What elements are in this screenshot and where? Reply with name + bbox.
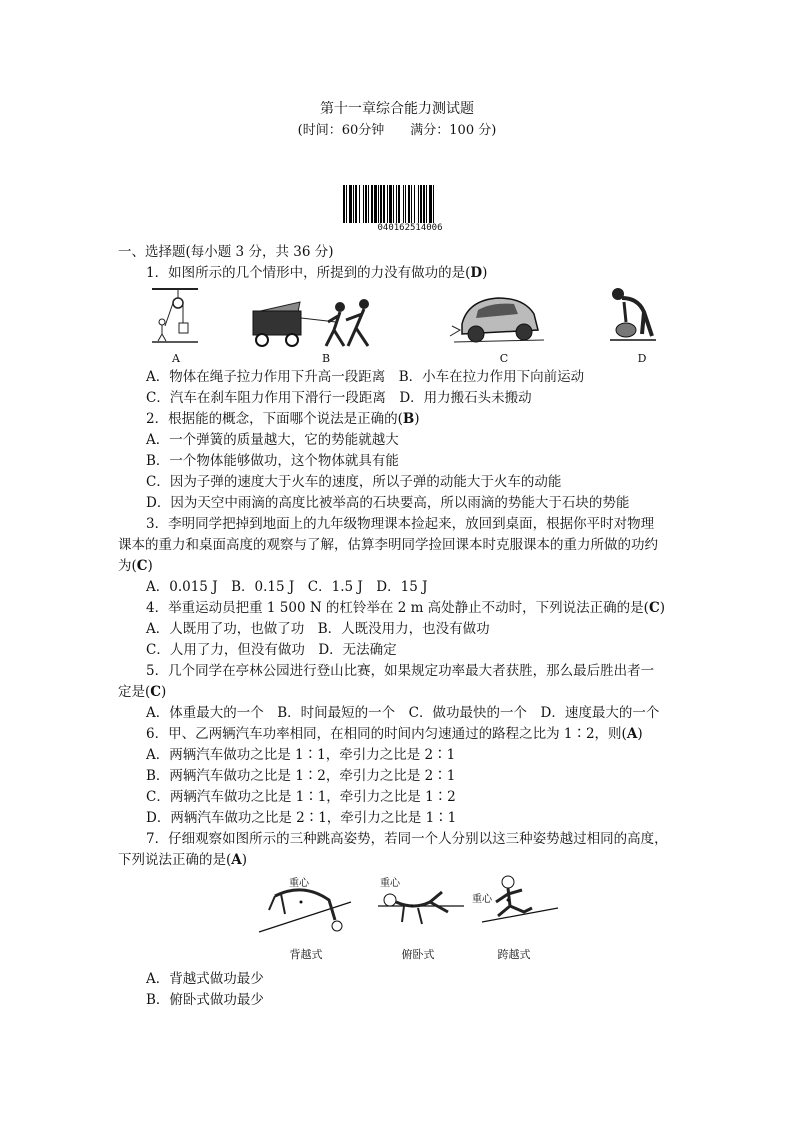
question-2-answer: B — [402, 411, 415, 427]
question-3-answer: C — [136, 558, 148, 574]
question-6-stem: 6．甲、乙两辆汽车功率相同，在相同的时间内匀速通过的路程之比为 1∶2，则(A) — [146, 726, 643, 742]
question-3-options: A．0.015 J B．0.15 J C．1.5 J D．15 J — [146, 579, 428, 595]
question-4-options-ab: A．人既用了功，也做了功 B．人既没用力，也没有做功 — [146, 621, 490, 637]
figure-label-d: D — [637, 352, 647, 365]
question-3-line-1: 3．李明同学把掉到地面上的九年级物理课本捡起来，放回到桌面，根据你平时对物理 — [146, 516, 655, 532]
question-1-answer: D — [470, 265, 483, 281]
question-2-stem: 2．根据能的概念，下面哪个说法是正确的(B) — [146, 411, 420, 427]
question-3-line-3: 为(C) — [118, 558, 153, 574]
question-4-answer: C — [648, 600, 660, 616]
figure-roll-jump — [368, 876, 468, 940]
question-6-option-a: A．两辆汽车做功之比是 1∶1，牵引力之比是 2∶1 — [146, 747, 456, 763]
question-3-line-2: 课本的重力和桌面高度的观察与了解，估算李明同学捡回课本时克服课本的重力所做的功约 — [118, 537, 658, 553]
exam-info: (时间：60分钟 满分：100 分) — [297, 123, 497, 138]
question-5-options: A．体重最大的一个 B．时间最短的一个 C．做功最快的一个 D．速度最大的一个 — [146, 705, 660, 721]
question-7-option-a: A．背越式做功最少 — [146, 971, 264, 987]
figure-label-b: B — [321, 352, 331, 365]
question-2-option-a: A．一个弹簧的质量越大，它的势能就越大 — [146, 432, 399, 448]
barcode-image — [343, 185, 477, 223]
question-6-option-c: C．两辆汽车做功之比是 1∶1，牵引力之比是 1∶2 — [146, 789, 456, 805]
question-6-option-b: B．两辆汽车做功之比是 1∶2，牵引力之比是 2∶1 — [146, 768, 456, 784]
question-6-answer: A — [626, 726, 638, 742]
svg-text:重心: 重心 — [380, 878, 400, 889]
question-5-line-1: 5．几个同学在亭林公园进行登山比赛，如果规定功率最大者获胜，那么最后胜出者一 — [146, 663, 655, 679]
figure-pulley — [150, 286, 200, 344]
figure-label-scissors-jump: 跨越式 — [497, 948, 531, 961]
question-1-stem: 1．如图所示的几个情形中，所提到的力没有做功的是(D) — [146, 265, 488, 281]
question-2-option-b: B．一个物体能够做功，这个物体就具有能 — [146, 453, 399, 469]
svg-text:重心: 重心 — [472, 894, 492, 905]
question-2-option-c: C．因为子弹的速度大于火车的速度，所以子弹的动能大于火车的动能 — [146, 474, 562, 490]
question-1-options-cd: C．汽车在刹车阻力作用下滑行一段距离 D．用力搬石头未搬动 — [146, 390, 532, 406]
page-title: 第十一章综合能力测试题 — [320, 101, 474, 117]
section-heading: 一、选择题(每小题 3 分，共 36 分) — [118, 244, 334, 260]
question-1-options-ab: A．物体在绳子拉力作用下升高一段距离 B．小车在拉力作用下向前运动 — [146, 369, 585, 385]
figure-rock — [608, 286, 658, 344]
cg-label: 重心 — [289, 878, 309, 889]
question-4-options-cd: C．人用了力，但没有做功 D．无法确定 — [146, 642, 397, 658]
figure-back-jump — [255, 876, 355, 940]
question-7-answer: A — [231, 852, 242, 868]
figure-car — [448, 290, 548, 346]
question-2-option-d: D．因为天空中雨滴的高度比被举高的石块要高，所以雨滴的势能大于石块的势能 — [146, 495, 630, 511]
question-7-line-1: 7．仔细观察如图所示的三种跳高姿势，若同一个人分别以这三种姿势越过相同的高度， — [146, 831, 668, 847]
figure-label-a: A — [172, 352, 180, 365]
figure-scissors-jump — [462, 872, 562, 940]
question-5-line-2: 定是(C) — [118, 684, 167, 700]
question-7-option-b: B．俯卧式做功最少 — [146, 992, 264, 1008]
figure-label-roll-jump: 俯卧式 — [401, 948, 435, 961]
figure-cart — [248, 292, 388, 350]
question-6-option-d: D．两辆汽车做功之比是 2∶1，牵引力之比是 1∶1 — [146, 810, 457, 826]
figure-label-back-jump: 背越式 — [289, 948, 323, 961]
question-7-line-2: 下列说法正确的是(A) — [118, 852, 248, 868]
question-4-stem: 4．举重运动员把重 1 500 N 的杠铃举在 2 m 高处静止不动时，下列说法正确的是(C) — [146, 600, 665, 616]
figure-label-c: C — [499, 352, 509, 365]
question-5-answer: C — [150, 684, 162, 700]
barcode-number: 040162514006 — [377, 223, 443, 233]
